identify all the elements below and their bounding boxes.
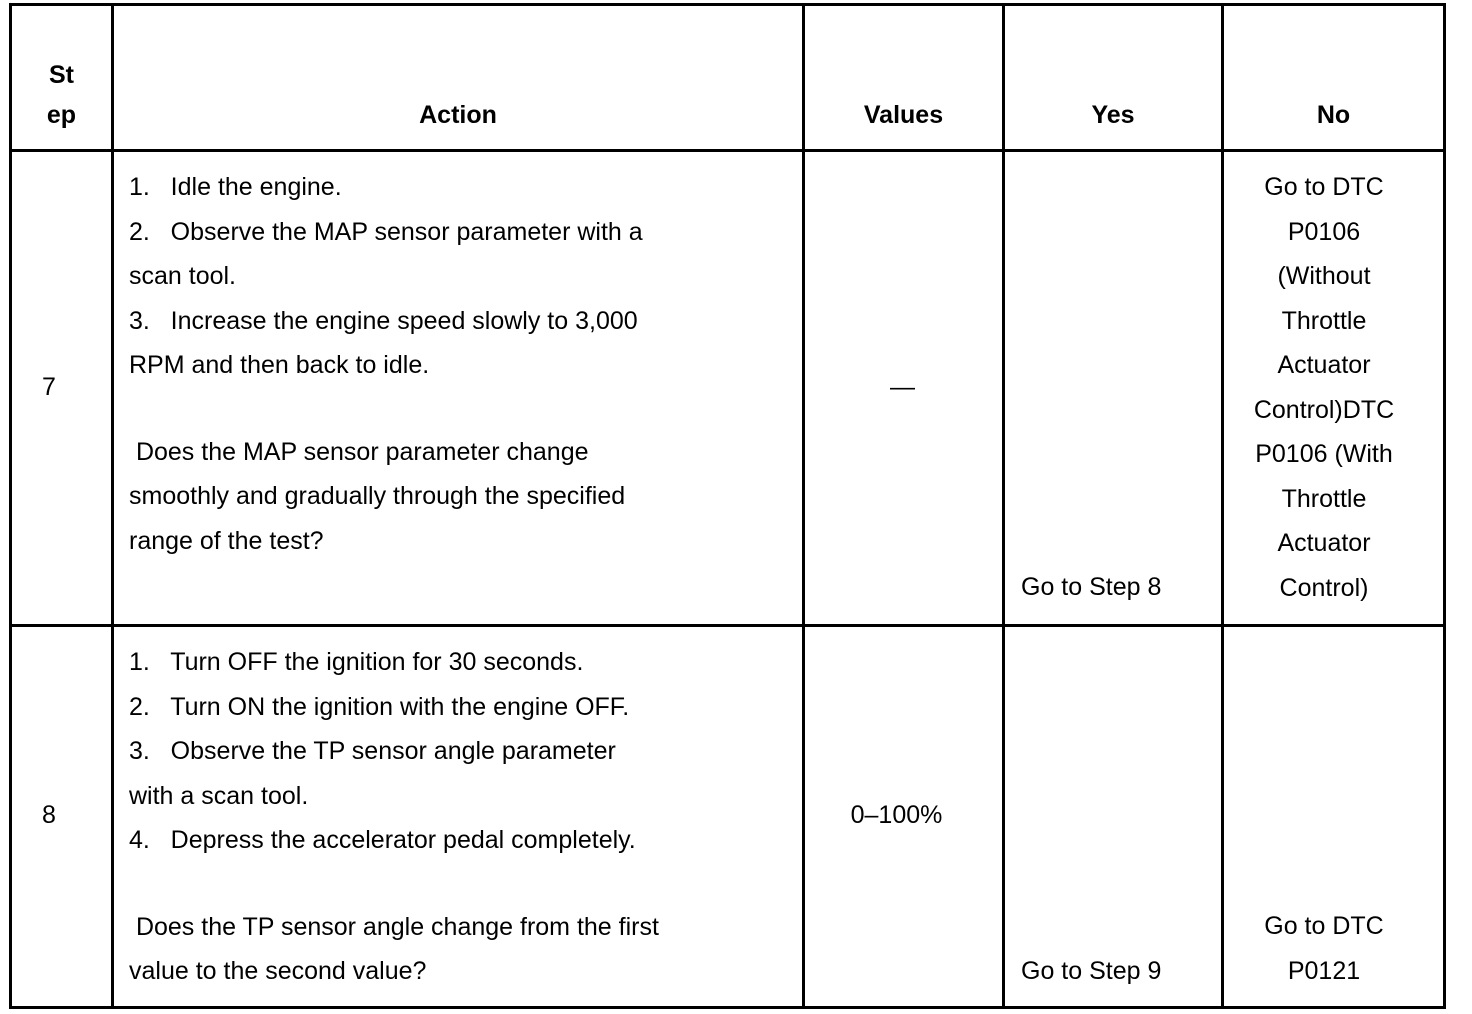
header-step-line: St [49, 61, 74, 89]
action-step-line: with a scan tool. [129, 781, 309, 810]
question-line: smoothly and gradually through the specified [129, 482, 626, 510]
value-text: — [890, 373, 915, 401]
header-no: No [1316, 101, 1351, 129]
question-line: value to the second value? [129, 957, 427, 985]
no-line: P0106 (With [1255, 440, 1393, 468]
column-divider [111, 3, 114, 1009]
question-line: Does the TP sensor angle change from the first [129, 912, 659, 941]
action-text [129, 165, 789, 563]
no-line: Actuator [1277, 351, 1371, 379]
table-border-top [9, 3, 1446, 6]
no-line: P0106 [1287, 217, 1361, 246]
step-number: 7 [42, 373, 56, 401]
yes-text: Go to Step 8 [1021, 573, 1162, 601]
action-text [129, 640, 789, 994]
row-divider [9, 624, 1446, 627]
step-number: 8 [42, 801, 56, 829]
question-line: range of the test? [129, 526, 324, 555]
no-line: (Without [1277, 262, 1371, 290]
header-step [12, 55, 111, 135]
header-values: Values [863, 101, 944, 129]
yes-text: Go to Step 9 [1021, 957, 1162, 985]
header-yes: Yes [1091, 101, 1135, 129]
no-line: Throttle [1281, 306, 1367, 335]
no-text [1224, 904, 1424, 993]
action-step-line: 2. Turn ON the ignition with the engine OFF. [129, 692, 630, 721]
no-line: Actuator [1277, 529, 1371, 557]
action-step-line: RPM and then back to idle. [129, 351, 430, 379]
action-step-line: 1. Turn OFF the ignition for 30 seconds. [129, 648, 584, 676]
no-line: Control)DTC [1253, 395, 1395, 424]
value-text: 0–100% [850, 801, 943, 829]
diagnostic-table [9, 3, 1446, 1009]
table-border-bottom [9, 1006, 1446, 1009]
action-step-line: 3. Increase the engine speed slowly to 3,000 [129, 306, 638, 335]
no-line: Control) [1279, 573, 1369, 602]
action-step-line: 2. Observe the MAP sensor parameter with a [129, 217, 643, 246]
question-line: Does the MAP sensor parameter change [129, 437, 589, 466]
no-line: P0121 [1287, 956, 1361, 985]
column-divider [1002, 3, 1005, 1009]
header-step-line: ep [46, 101, 77, 129]
action-step-line: 4. Depress the accelerator pedal completely. [129, 826, 636, 854]
action-step-line: 1. Idle the engine. [129, 173, 342, 201]
column-divider [802, 3, 805, 1009]
table-border-right [1443, 3, 1446, 1009]
no-text [1224, 165, 1424, 610]
table-border-left [9, 3, 12, 1009]
header-action: Action [419, 101, 497, 129]
no-line: Go to DTC [1264, 173, 1384, 201]
no-line: Throttle [1281, 484, 1367, 513]
row-divider [9, 149, 1446, 152]
action-step-line: 3. Observe the TP sensor angle parameter [129, 737, 616, 765]
no-line: Go to DTC [1264, 912, 1384, 940]
action-step-line: scan tool. [129, 262, 237, 290]
